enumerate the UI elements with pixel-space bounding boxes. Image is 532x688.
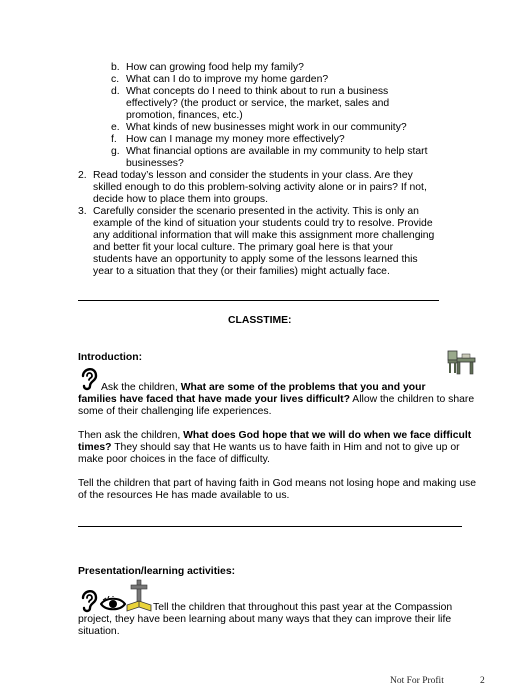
question-text: What are some of the problems that you and your — [180, 382, 426, 393]
list-item: skilled enough to do this problem-solving activity alone or in pairs? If not, — [93, 182, 427, 193]
divider — [78, 300, 439, 301]
text: some of their challenging life experiences. — [78, 406, 272, 417]
text: Tell the children that throughout this past year at the Compassion — [153, 602, 453, 613]
list-marker: e. — [111, 122, 120, 133]
list-item: What can I do to improve my home garden? — [126, 74, 329, 85]
list-marker: 3. — [78, 206, 87, 217]
list-item: Carefully consider the scenario presented in the activity. This is only an — [93, 206, 419, 217]
text: make poor choices in the face of difficulty. — [78, 454, 270, 465]
list-marker: f. — [111, 134, 117, 145]
question-text: What does God hope that we will do when we face difficult — [183, 430, 472, 441]
list-item: decide how to place them into groups. — [93, 194, 269, 205]
presentation-heading: Presentation/learning activities: — [78, 566, 236, 577]
question-text: times? — [78, 442, 112, 453]
list-item: students have an opportunity to apply some of the lessons learned this — [93, 254, 418, 265]
list-item: How can I manage my money more effectively? — [126, 134, 345, 145]
list-marker: b. — [111, 62, 120, 73]
list-marker: c. — [111, 74, 120, 85]
text: of the resources He has made available to us. — [78, 490, 290, 501]
text: Ask the children, — [101, 382, 181, 393]
text: Then ask the children, — [78, 430, 184, 441]
question-text: families have faced that have made your lives difficult? — [78, 394, 350, 405]
introduction-heading: Introduction: — [78, 352, 143, 363]
teacher-desk-icon — [446, 346, 478, 376]
footer-text: Not For Profit — [390, 676, 444, 686]
text: Allow the children to share — [349, 394, 475, 405]
list-marker: g. — [111, 146, 120, 157]
list-marker: d. — [111, 86, 120, 97]
list-item: any additional information that will make this assignment more challenging — [93, 230, 435, 241]
list-item: effectively? (the product or service, the market, sales and — [126, 98, 390, 109]
list-item: What kinds of new businesses might work in our community? — [126, 122, 407, 133]
text: situation. — [78, 626, 120, 637]
list-item: businesses? — [126, 158, 184, 169]
list-item: Read today’s lesson and consider the students in your class. Are they — [93, 170, 413, 181]
eye-icon — [100, 596, 126, 612]
text: project, they have been learning about many ways that they can improve their life — [78, 614, 452, 625]
list-item: How can growing food help my family? — [126, 62, 304, 73]
list-marker: 2. — [78, 170, 87, 181]
list-item: and better fit your local culture. The primary goal here is that your — [93, 242, 394, 253]
ear-icon — [78, 586, 100, 614]
divider — [78, 526, 462, 527]
text: They should say that He wants us to have faith in Him and not to give up or — [111, 442, 460, 453]
list-item: example of the kind of situation your students could try to resolve. Provide — [93, 218, 433, 229]
list-item: promotion, finances, etc.) — [126, 110, 243, 121]
ear-icon — [78, 364, 100, 392]
list-item: What financial options are available in my community to help start — [126, 146, 428, 157]
classtime-heading: CLASSTIME: — [228, 315, 292, 326]
list-item: What concepts do I need to think about to run a business — [126, 86, 389, 97]
cross-bible-icon — [126, 579, 152, 613]
text: Tell the children that part of having faith in God means not losing hope and making use — [78, 478, 476, 489]
list-item: year to a situation that they (or their families) might actually face. — [93, 266, 390, 277]
page-number: 2 — [480, 676, 485, 686]
